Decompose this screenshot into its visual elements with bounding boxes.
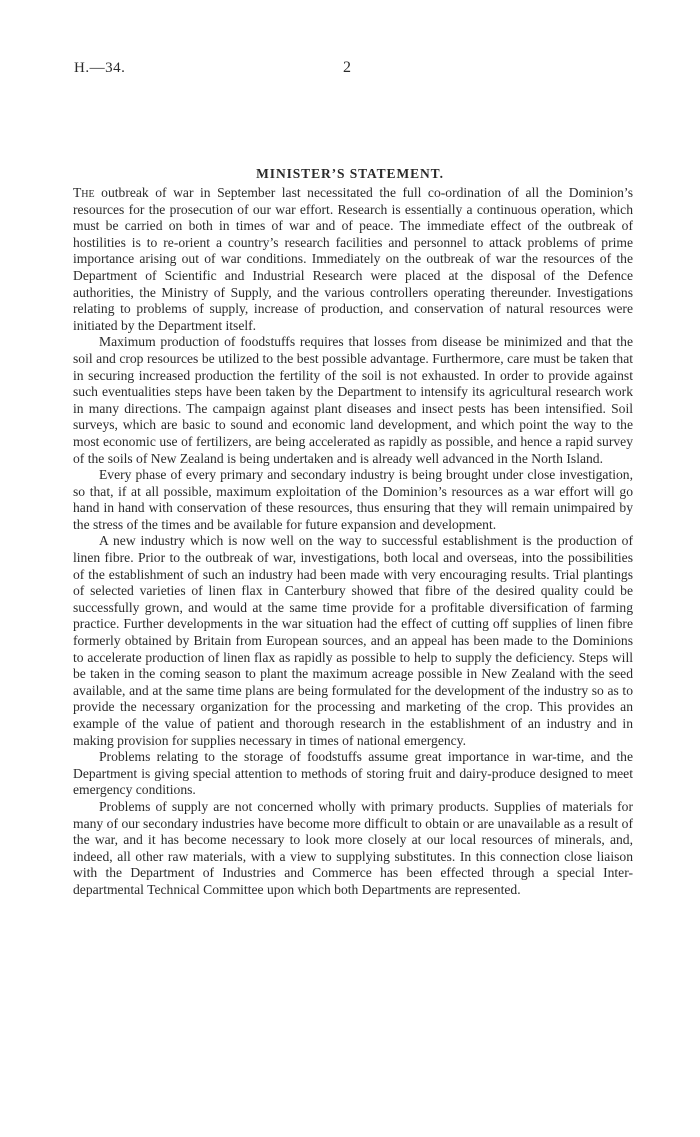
paragraph-6: Problems of supply are not concerned wholly with primary products. Supplies of materials for many of our secondary industries have become more difficult to obtain or are unavailable as a result of the war, and it has become necessary to look more closely at our local resources of minerals, and, indeed, all other raw materials, with a view to supplying substitutes. In this connection close liaison with the Department of Industries and Commerce has been effected through a special Inter-departmental Technical Committee upon which both Departments are represented.	[73, 798, 633, 897]
section-title: MINISTER’S STATEMENT.	[256, 166, 444, 181]
paragraph-lead-word: The	[73, 185, 95, 200]
statement-body	[73, 185, 633, 899]
page-number: 2	[343, 59, 351, 76]
document-reference: H.—34.	[74, 60, 126, 76]
paragraph-5: Problems relating to the storage of foodstuffs assume great importance in war-time, and the Department is giving special attention to methods of storing fruit and dairy-produce designed to meet emergency conditions.	[73, 749, 633, 798]
paragraph-3: Every phase of every primary and secondary industry is being brought under close investigation, so that, if at all possible, maximum exploitation of the Dominion’s resources as a war effort will go hand in hand with conservation of these resources, thus ensuring that they will remain unimpaired by the stress of the times and be available for future expansion and development.	[73, 467, 633, 532]
paragraph-1-text: outbreak of war in September last necessitated the full co-ordination of all the Dominion’s resources for the prosecution of our war effort. Research is essentially a continuous operation, which must be carried on both in times of war and of peace. The immediate effect of the outbreak of hostilities is to re-orient a country’s research facilities and personnel to attack problems of prime importance arising out of war conditions. Immediately on the outbreak of war the resources of the Department of Scientific and Industrial Research were placed at the disposal of the Defence authorities, the Ministry of Supply, and the various controllers operating thereunder. Investigations relating to problems of supply, increase of production, and conservation of natural resources were initiated by the Department itself.	[73, 185, 633, 333]
paragraph-1	[73, 185, 633, 334]
paragraph-2: Maximum production of foodstuffs requires that losses from disease be minimized and that the soil and crop resources be utilized to the best possible advantage. Furthermore, care must be taken that in securing increased production the fertility of the soil is not exhausted. In order to provide against such eventualities steps have been taken by the Department to intensify its agricultural research work in many directions. The campaign against plant diseases and insect pests has been intensified. Soil surveys, which are basic to sound and economic land development, and which point the way to the most economic use of fertilizers, are being accelerated as rapidly as possible, and hence a rapid survey of the soils of New Zealand is being undertaken and is already well advanced in the North Island.	[73, 334, 633, 466]
paragraph-4: A new industry which is now well on the way to successful establishment is the production of linen fibre. Prior to the outbreak of war, investigations, both local and overseas, into the possibilities of the establishment of such an industry had been made with very encouraging results. Trial plantings of selected varieties of linen flax in Canterbury showed that fibre of the desired quality could be successfully grown, and would at the same time provide for a profitable diversification of farming practice. Further developments in the war situation had the effect of cutting off supplies of linen fibre formerly obtained by Britain from European sources, and an appeal has been made to the Dominions to accelerate production of linen flax as rapidly as possible to help to supply the deficiency. Steps will be taken in the coming season to plant the maximum acreage possible in New Zealand with the seed available, and at the same time plans are being formulated for the development of the industry so as to provide the necessary organization for the processing and marketing of the crop. This provides an example of the value of patient and thorough research in the establishment of an industry and in making provision for supplies necessary in times of national emergency.	[73, 533, 633, 748]
